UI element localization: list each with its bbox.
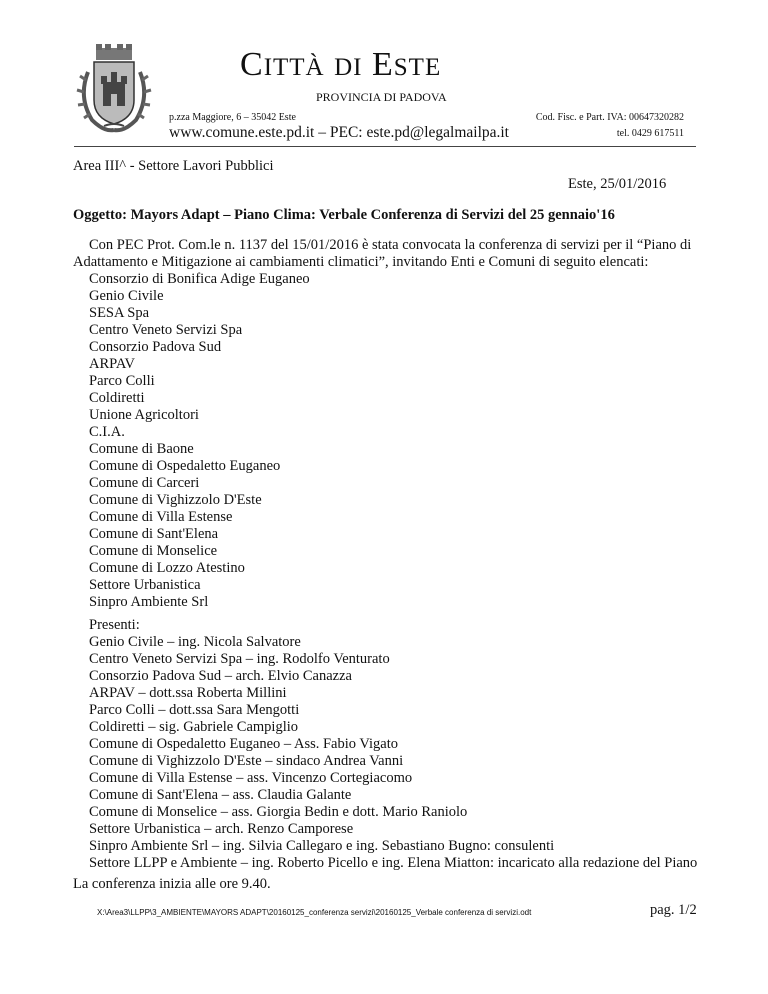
list-item: Comune di Villa Estense – ass. Vincenzo Cortegiacomo <box>89 770 413 786</box>
list-item: Genio Civile – ing. Nicola Salvatore <box>89 634 301 650</box>
fiscal-code-text: Cod. Fisc. e Part. IVA: 00647320282 <box>535 112 684 123</box>
list-item: Parco Colli <box>89 373 155 389</box>
list-item: Comune di Lozzo Atestino <box>89 560 245 576</box>
city-title-rest-2: STE <box>393 54 442 81</box>
closing-text: La conferenza inizia alle ore 9.40. <box>73 876 271 892</box>
list-item: Settore LLPP e Ambiente – ing. Roberto Picello e ing. Elena Miatton: incaricato alla redazione del Piano <box>89 855 698 871</box>
document-date: Este, 25/01/2016 <box>568 176 667 192</box>
list-item: Comune di Vighizzolo D'Este – sindaco Andrea Vanni <box>89 753 404 769</box>
list-item: Consorzio Padova Sud <box>89 339 222 355</box>
list-item: Comune di Vighizzolo D'Este <box>89 492 262 508</box>
list-item: SESA Spa <box>89 305 150 321</box>
list-item: Centro Veneto Servizi Spa – ing. Rodolfo Venturato <box>89 651 390 667</box>
list-item: Comune di Monselice <box>89 543 218 559</box>
city-title-initial-1: C <box>240 46 264 83</box>
website-pec-text: www.comune.este.pd.it – PEC: este.pd@legalmailpa.it <box>169 124 509 141</box>
list-item: Settore Urbanistica – arch. Renzo Camporese <box>89 821 354 837</box>
list-item: C.I.A. <box>89 424 125 440</box>
page-number: pag. 1/2 <box>650 902 697 918</box>
present-heading: Presenti: <box>89 617 140 633</box>
list-item: Comune di Ospedaletto Euganeo – Ass. Fabio Vigato <box>89 736 398 752</box>
list-item: Parco Colli – dott.ssa Sara Mengotti <box>89 702 300 718</box>
list-item: Consorzio di Bonifica Adige Euganeo <box>89 271 310 287</box>
list-item: Comune di Villa Estense <box>89 509 233 525</box>
telephone-text: tel. 0429 617511 <box>616 128 684 139</box>
city-crest-icon <box>74 42 154 134</box>
list-item: ARPAV – dott.ssa Roberta Millini <box>89 685 287 701</box>
intro-paragraph <box>73 237 713 271</box>
list-item: ARPAV <box>89 356 135 372</box>
intro-line: Con PEC Prot. Com.le n. 1137 del 15/01/2016 è stata convocata la conferenza di servizi per il “Piano di <box>89 237 692 253</box>
list-item: Comune di Carceri <box>89 475 200 491</box>
list-item: Centro Veneto Servizi Spa <box>89 322 243 338</box>
city-title <box>240 48 441 82</box>
list-item: Comune di Ospedaletto Euganeo <box>89 458 281 474</box>
area-label: Area III^ - Settore Lavori Pubblici <box>73 158 274 174</box>
list-item: Coldiretti <box>89 390 145 406</box>
document-subject: Oggetto: Mayors Adapt – Piano Clima: Verbale Conferenza di Servizi del 25 gennaio'16 <box>73 207 615 223</box>
invited-list <box>89 271 310 611</box>
intro-line: Adattamento e Mitigazione ai cambiamenti climatici”, invitando Enti e Comuni di seguito elencati: <box>73 254 649 270</box>
province-label: PROVINCIA DI PADOVA <box>316 90 447 104</box>
list-item: Coldiretti – sig. Gabriele Campiglio <box>89 719 299 735</box>
list-item: Sinpro Ambiente Srl <box>89 594 209 610</box>
list-item: Unione Agricoltori <box>89 407 199 423</box>
list-item: Sinpro Ambiente Srl – ing. Silvia Callegaro e ing. Sebastiano Bugno: consulenti <box>89 838 555 854</box>
city-title-mid: DI <box>334 54 363 81</box>
list-item: Comune di Baone <box>89 441 194 457</box>
city-title-initial-2: E <box>372 46 394 83</box>
list-item: Comune di Monselice – ass. Giorgia Bedin e dott. Mario Raniolo <box>89 804 468 820</box>
file-path: X:\Area3\LLPP\3_AMBIENTE\MAYORS ADAPT\20160125_conferenza servizi\20160125_Verbale conferenza di servizi.odt <box>97 908 532 917</box>
header-divider <box>74 146 696 147</box>
list-item: Consorzio Padova Sud – arch. Elvio Canazza <box>89 668 352 684</box>
list-item: Settore Urbanistica <box>89 577 201 593</box>
city-title-rest-1: ITTÀ <box>263 54 325 81</box>
list-item: Comune di Sant'Elena – ass. Claudia Galante <box>89 787 352 803</box>
list-item: Genio Civile <box>89 288 164 304</box>
list-item: Comune di Sant'Elena <box>89 526 219 542</box>
present-list <box>89 634 697 872</box>
address-text: p.zza Maggiore, 6 – 35042 Este <box>169 112 296 123</box>
